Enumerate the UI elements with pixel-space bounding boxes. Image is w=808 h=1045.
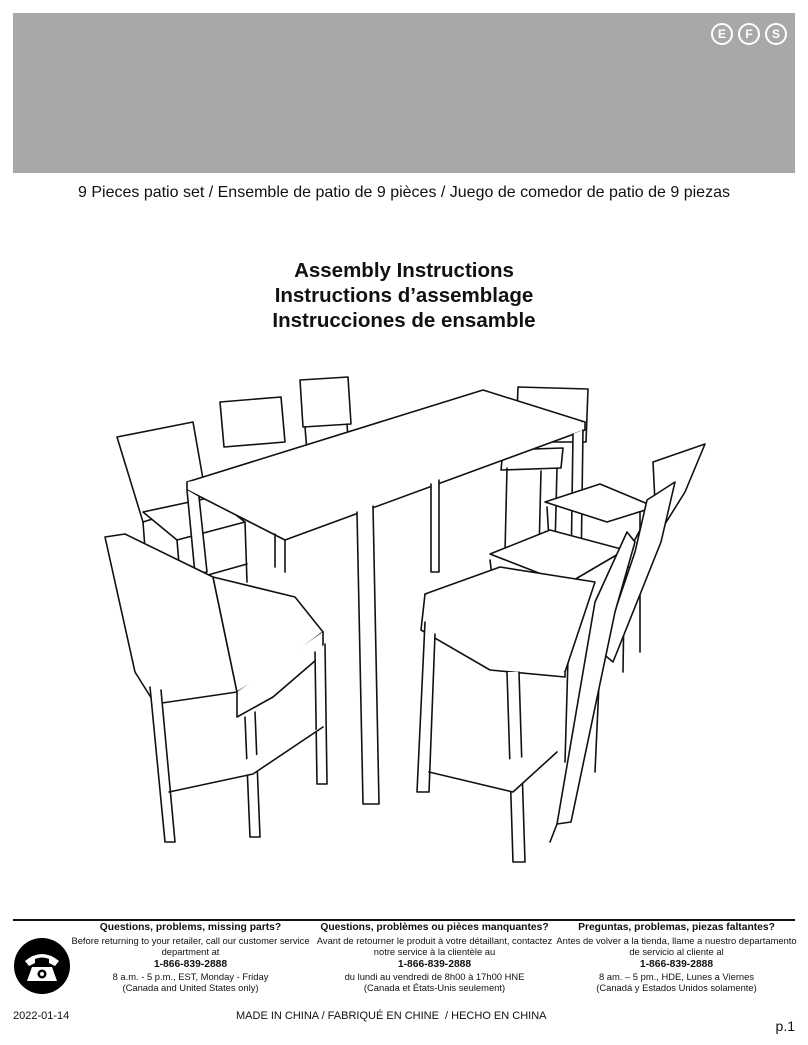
help-text: Avant de retourner le produit à votre détaillant, contactez notre service à la clientèle au	[316, 934, 553, 958]
title-spanish: Instrucciones de ensamble	[272, 309, 536, 332]
language-badges	[711, 23, 787, 45]
language-badge-french: F	[738, 23, 760, 45]
help-phone: 1-866-839-2888	[153, 958, 228, 970]
product-subtitle: 9 Pieces patio set / Ensemble de patio de 9 pièces / Juego de comedor de patio de 9 piezas	[78, 184, 730, 201]
help-hours: 8 am. – 5 pm., HDE, Lunes a Viernes	[598, 970, 755, 982]
language-badge-english: E	[711, 23, 733, 45]
help-region: (Canadá y Estados Unidos solamente)	[596, 982, 757, 994]
header-banner	[13, 13, 795, 173]
help-text: Before returning to your retailer, call our customer service department at	[71, 934, 310, 958]
telephone-icon	[13, 937, 71, 995]
help-french	[312, 922, 557, 994]
help-heading: Questions, problèmes ou pièces manquantes?	[320, 922, 549, 933]
title-english: Assembly Instructions	[294, 259, 514, 282]
origin-statement: MADE IN CHINA / FABRIQUÉ EN CHINE / HECHO EN CHINA	[236, 1010, 547, 1022]
patio-bar-set-drawing	[95, 372, 715, 872]
help-english	[68, 922, 313, 994]
title-french: Instructions d’assemblage	[274, 284, 534, 307]
chair-back-middle-left	[220, 397, 285, 447]
document-date: 2022-01-14	[13, 1010, 70, 1022]
page-number: p.1	[775, 1018, 795, 1034]
help-spanish	[554, 922, 799, 994]
help-region: (Canada and United States only)	[122, 982, 259, 994]
footer-divider	[13, 919, 795, 921]
chair-front-left	[105, 534, 327, 842]
help-phone: 1-866-839-2888	[639, 958, 714, 970]
language-badge-spanish: S	[765, 23, 787, 45]
help-hours: du lundi au vendredi de 8h00 à 17h00 HNE	[344, 970, 525, 982]
chair-front-right	[417, 532, 635, 862]
document-title	[0, 258, 808, 333]
help-heading: Preguntas, problemas, piezas faltantes?	[578, 922, 775, 933]
help-phone: 1-866-839-2888	[397, 958, 472, 970]
help-region: (Canada et États-Unis seulement)	[363, 982, 506, 994]
help-hours: 8 a.m. - 5 p.m., EST, Monday - Friday	[112, 970, 269, 982]
help-heading: Questions, problems, missing parts?	[99, 922, 282, 933]
help-text: Antes de volver a la tienda, llame a nuestro departamento de servicio al cliente al	[556, 934, 797, 958]
